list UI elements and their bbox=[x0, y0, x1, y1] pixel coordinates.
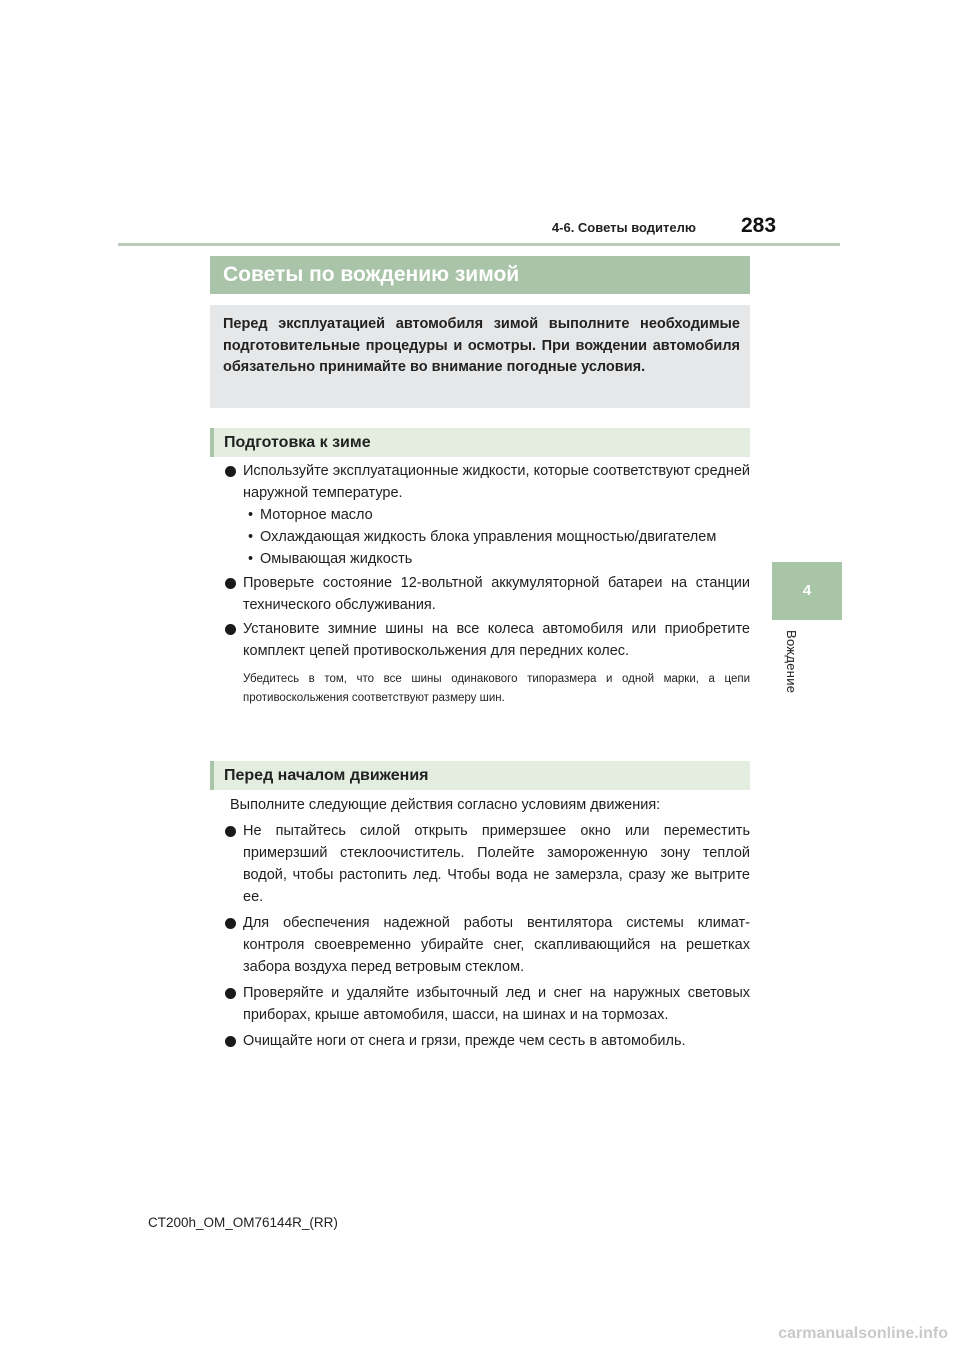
bullet-icon bbox=[225, 1036, 236, 1047]
header-rule bbox=[118, 243, 840, 246]
list-item: Проверьте состояние 12-вольтной аккумуляторной батареи на станции технического обслуживания. bbox=[210, 572, 750, 616]
note-text: Убедитесь в том, что все шины одинакового типоразмера и одной марки, а цепи противоскольжения соответствуют размеру шин. bbox=[243, 673, 750, 704]
bullet-icon bbox=[225, 578, 236, 589]
section-before-driving-content bbox=[210, 794, 750, 1052]
dot-icon: • bbox=[248, 529, 254, 545]
list-item: Используйте эксплуатационные жидкости, которые соответствуют средней наружной температуре. bbox=[210, 460, 750, 504]
intro-box: Перед эксплуатацией автомобиля зимой выполните необходимые подготовительные процедуры и осмотры. При вождении автомобиля обязательно принимайте во внимание погодные условия. bbox=[210, 305, 750, 408]
chapter-tab: 4 bbox=[772, 562, 842, 620]
bullet-icon bbox=[225, 918, 236, 929]
section-heading-before-driving: Перед началом движения bbox=[210, 761, 750, 790]
list-item: Установите зимние шины на все колеса автомобиля или приобретите комплект цепей противоскольжения для передних колес. bbox=[210, 618, 750, 662]
page-number: 283 bbox=[741, 214, 777, 237]
bullet-icon bbox=[225, 988, 236, 999]
list-item: Для обеспечения надежной работы вентилятора системы климат-контроля своевременно убирайте снег, скапливающийся на решетках забора воздуха перед ветровым стеклом. bbox=[210, 912, 750, 978]
section-winter-prep-content bbox=[210, 460, 750, 708]
header-section-label: 4-6. Советы водителю bbox=[551, 220, 696, 235]
chapter-side-label: Вождение bbox=[784, 630, 799, 694]
footer-doc-code: CT200h_OM_OM76144R_(RR) bbox=[148, 1215, 338, 1230]
page-title: Советы по вождению зимой bbox=[210, 256, 750, 294]
list-item: Не пытайтесь силой открыть примерзшее окно или переместить примерзший стеклоочиститель. Полейте замороженную зону теплой водой, чтобы растопить лед. Чтобы вода не замерзла, сразу же вытрите ее. bbox=[210, 820, 750, 908]
bullet-icon bbox=[225, 466, 236, 477]
watermark: carmanualsonline.info bbox=[778, 1325, 948, 1342]
bullet-icon bbox=[225, 624, 236, 635]
sub-list-item: • Омывающая жидкость bbox=[210, 548, 750, 570]
bullet-icon bbox=[225, 826, 236, 837]
section-heading-winter-prep: Подготовка к зиме bbox=[210, 428, 750, 457]
list-item: Проверяйте и удаляйте избыточный лед и снег на наружных световых приборах, крыше автомобиля, шасси, на шинах и на тормозах. bbox=[210, 982, 750, 1026]
sub-list-item: • Охлаждающая жидкость блока управления мощностью/двигателем bbox=[210, 526, 750, 548]
lead-text: Выполните следующие действия согласно условиям движения: bbox=[230, 797, 661, 813]
dot-icon: • bbox=[248, 551, 254, 567]
dot-icon: • bbox=[248, 507, 254, 523]
sub-list-item: • Моторное масло bbox=[210, 504, 750, 526]
list-item: Очищайте ноги от снега и грязи, прежде чем сесть в автомобиль. bbox=[210, 1030, 750, 1052]
